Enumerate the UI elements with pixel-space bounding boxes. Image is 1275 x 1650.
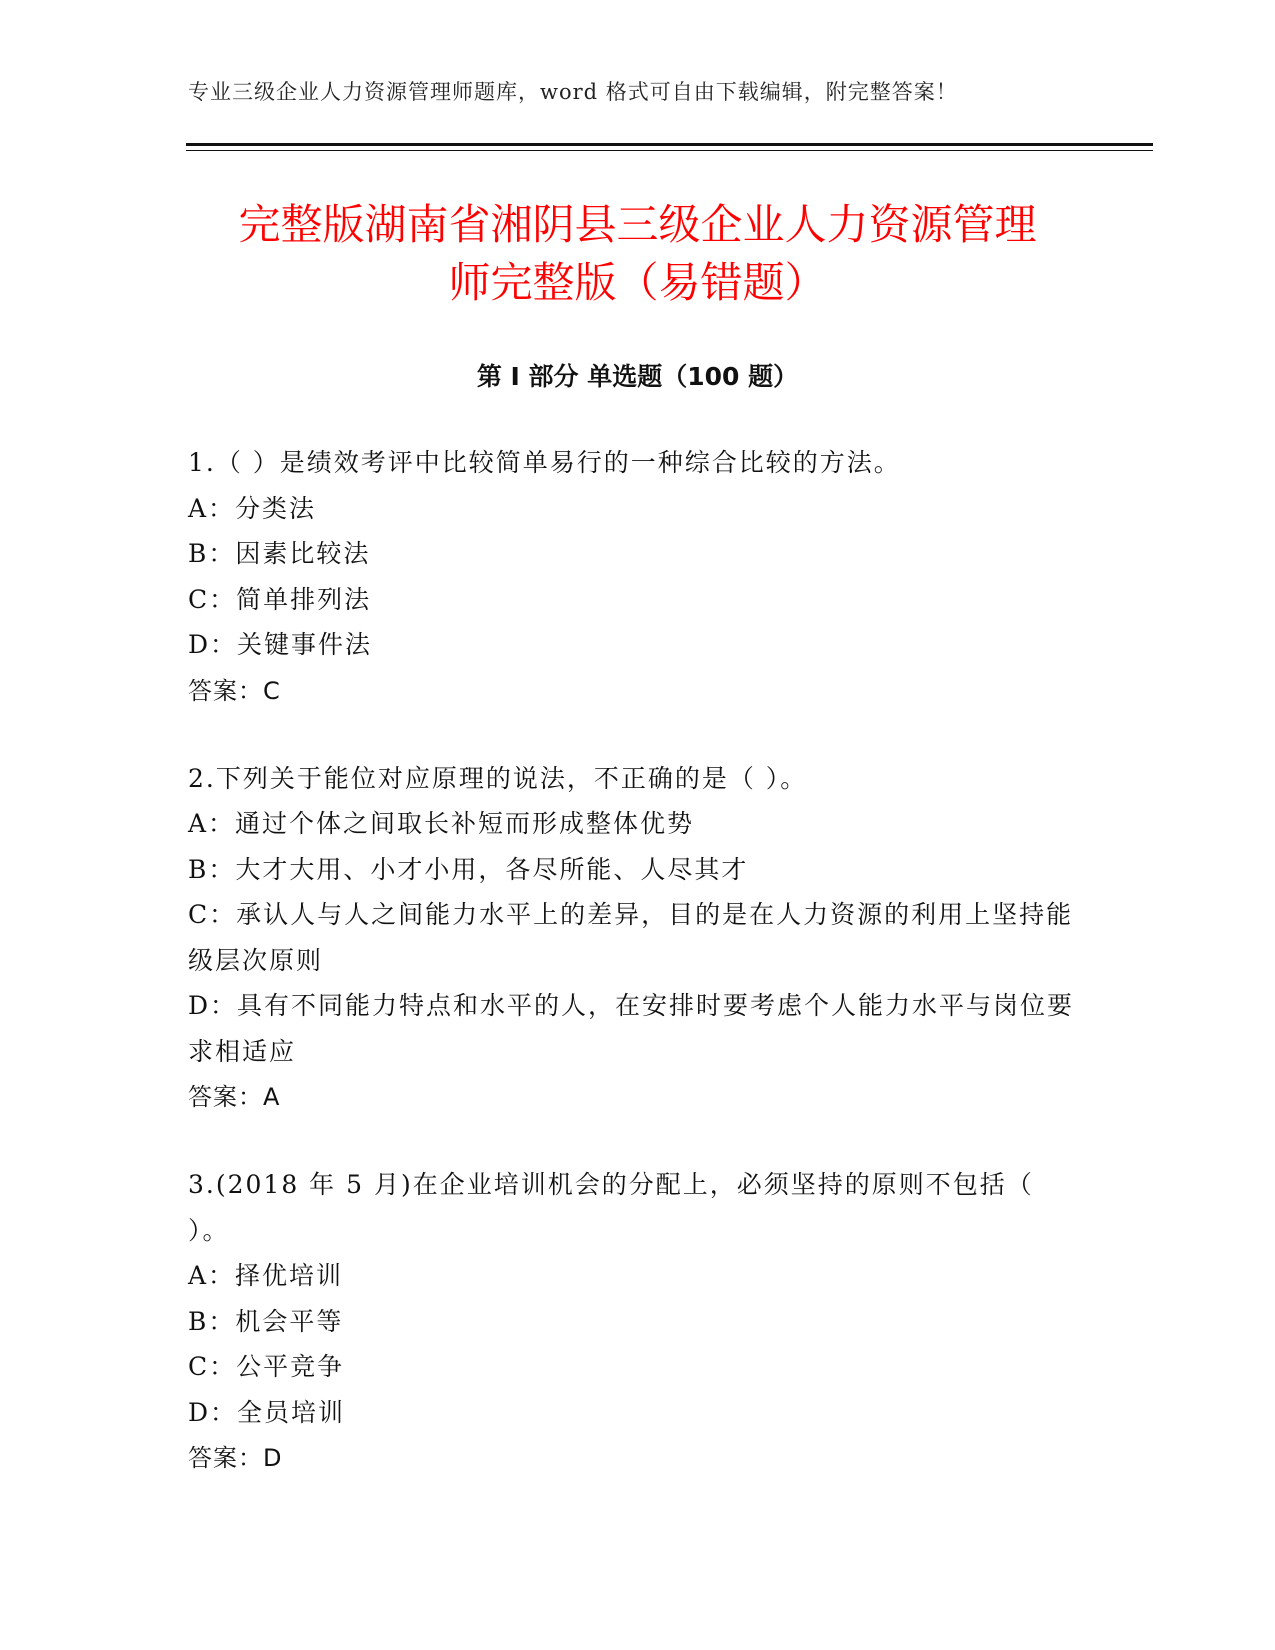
section-heading: 第 I 部分 单选题（100 题） xyxy=(476,362,799,391)
question-1 xyxy=(188,440,1083,714)
question-list xyxy=(188,440,1083,1523)
document-title xyxy=(160,196,1115,312)
option-d: D：关键事件法 xyxy=(188,630,373,659)
option-c: C：承认人与人之间能力水平上的差异，目的是在人力资源的利用上坚持能级层次原则 xyxy=(188,900,1074,975)
option-b: B：大才大用、小才小用，各尽所能、人尽其才 xyxy=(188,854,749,884)
option-b: B：机会平等 xyxy=(188,1306,344,1336)
question-stem: 1.（ ）是绩效考评中比较简单易行的一种综合比较的方法。 xyxy=(188,448,901,477)
option-a: A：择优培训 xyxy=(188,1261,344,1290)
header-divider-thick xyxy=(186,143,1153,146)
document-title-line-1: 完整版湖南省湘阴县三级企业人力资源管理 xyxy=(238,200,1037,249)
answer: 答案：D xyxy=(188,1444,283,1472)
option-a: A：通过个体之间取长补短而形成整体优势 xyxy=(188,809,695,838)
option-c: C：简单排列法 xyxy=(188,584,372,614)
option-c: C：公平竞争 xyxy=(188,1352,345,1381)
option-d: D：具有不同能力特点和水平的人，在安排时要考虑个人能力水平与岗位要求相适应 xyxy=(188,991,1075,1066)
document-title-line-2: 师完整版（易错题） xyxy=(448,258,827,307)
question-2 xyxy=(188,756,1083,1121)
question-3 xyxy=(188,1162,1083,1481)
header-divider-thin xyxy=(186,150,1153,151)
question-stem: 3.(2018 年 5 月)在企业培训机会的分配上，必须坚持的原则不包括（ ）。 xyxy=(188,1170,1034,1245)
answer: 答案：C xyxy=(188,676,281,705)
header-note: 专业三级企业人力资源管理师题库，word 格式可自由下载编辑，附完整答案！ xyxy=(188,80,958,104)
answer: 答案：A xyxy=(188,1083,281,1111)
option-d: D：全员培训 xyxy=(188,1397,346,1427)
question-stem: 2.下列关于能位对应原理的说法，不正确的是（ ）。 xyxy=(188,763,808,793)
option-a: A：分类法 xyxy=(188,493,317,523)
option-b: B：因素比较法 xyxy=(188,539,371,568)
